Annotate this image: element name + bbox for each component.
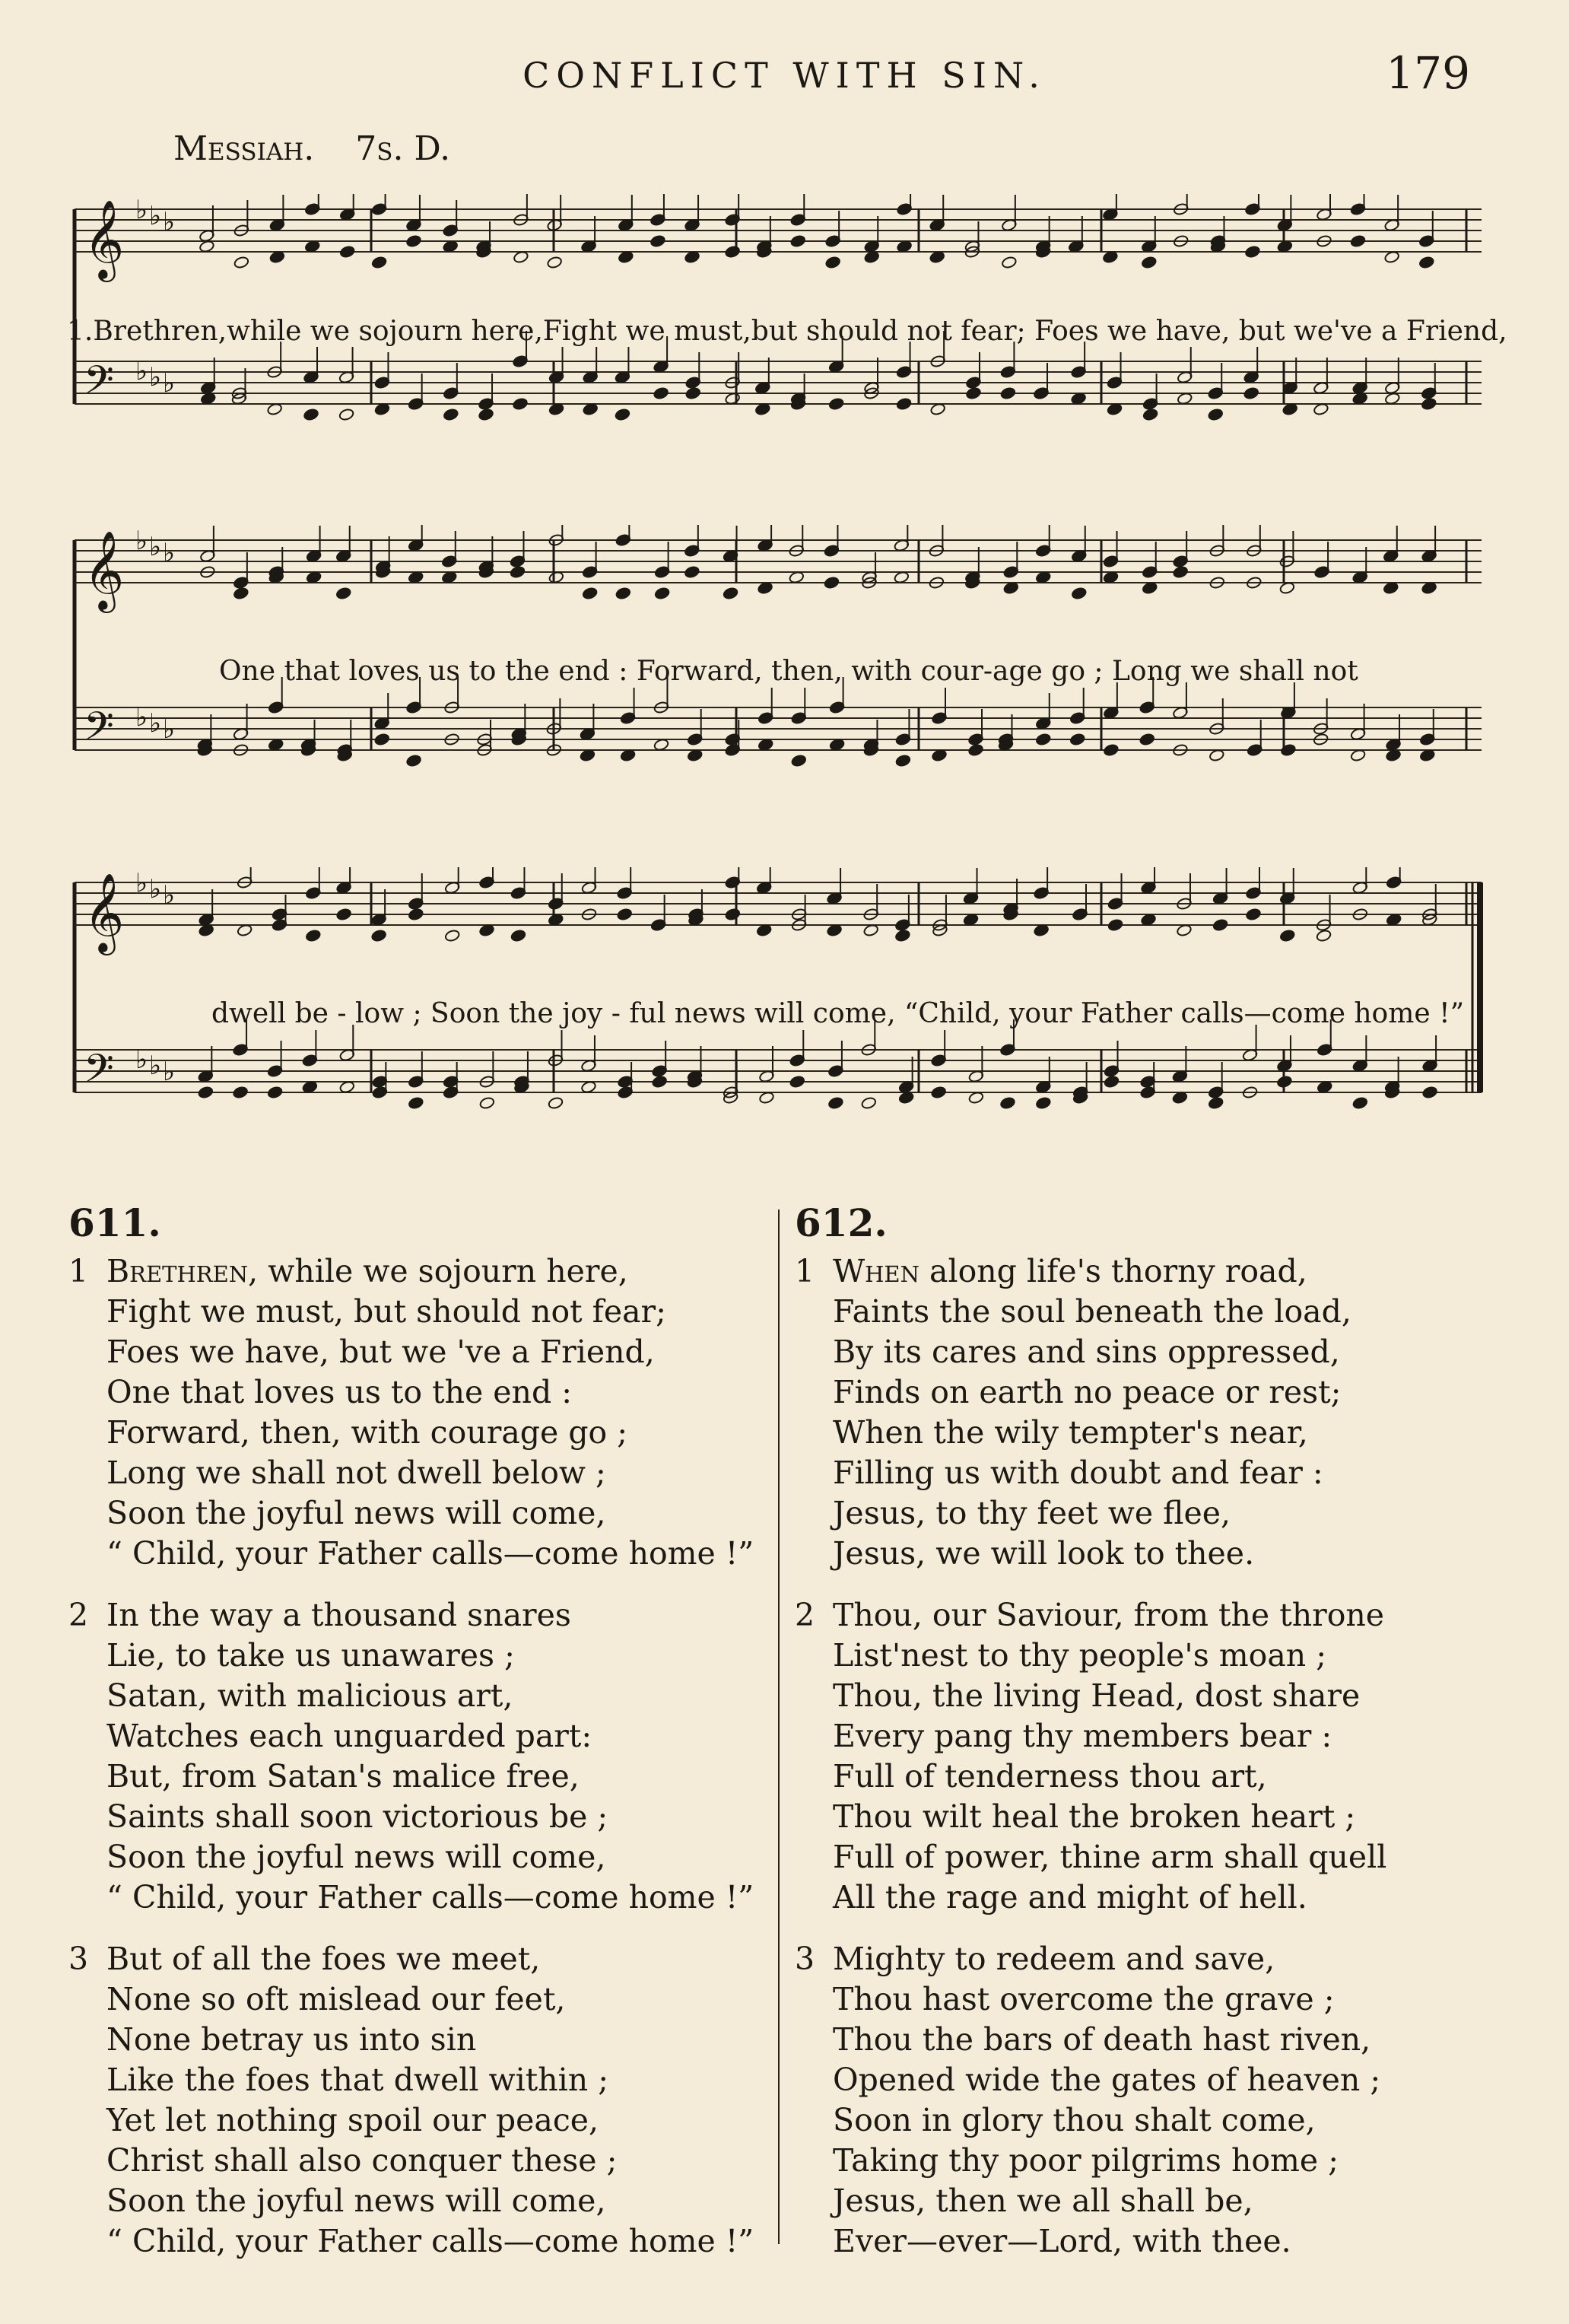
- note-head: [233, 1086, 249, 1098]
- hymn-611: [68, 1200, 768, 2283]
- note-head: [233, 587, 249, 599]
- stanza-number: 3: [795, 1941, 815, 1977]
- music-system-3: [67, 867, 1497, 1156]
- flat-icon: ♭: [135, 702, 148, 733]
- flat-icon: ♭: [149, 708, 162, 739]
- line-text: But, from Satan's malice free,: [106, 1758, 580, 1795]
- stanza-line: [68, 1979, 768, 2020]
- note-head: [791, 754, 807, 767]
- flat-icon: ♭: [149, 362, 162, 393]
- stanza-line: [795, 2181, 1494, 2221]
- note-head: [653, 386, 669, 399]
- line-text: Taking thy poor pilgrims home ;: [833, 2142, 1339, 2179]
- note-head: [723, 587, 738, 599]
- stanza-line: [68, 1292, 768, 1332]
- stanza-line: [68, 1372, 768, 1413]
- flat-icon: ♭: [163, 1057, 176, 1087]
- note-head: [1069, 733, 1085, 746]
- note-head: [1035, 1096, 1051, 1109]
- line-text: By its cares and sins oppressed,: [833, 1334, 1340, 1370]
- running-title: CONFLICT WITH SIN.: [522, 55, 1047, 96]
- flat-icon: ♭: [135, 1044, 148, 1075]
- note-head: [408, 908, 424, 920]
- flat-icon: ♭: [149, 874, 162, 904]
- line-text: All the rage and might of hell.: [833, 1879, 1307, 1915]
- note-head: [1071, 587, 1087, 599]
- stanza-line: [68, 2221, 768, 2262]
- line-text: Long we shall not dwell below ;: [106, 1454, 606, 1491]
- stanza-line: [795, 1372, 1494, 1413]
- page-number: 179: [1386, 47, 1470, 99]
- stanza-line: [795, 1979, 1494, 2020]
- stanza-line: [68, 1493, 768, 1534]
- tune-meter: 7s. D.: [355, 129, 451, 168]
- line-text: Thou wilt heal the broken heart ;: [833, 1798, 1356, 1835]
- line-text: Finds on earth no peace or rest;: [833, 1374, 1342, 1410]
- line-text: Soon the joyful news will come,: [106, 1839, 606, 1875]
- note-head: [825, 256, 841, 269]
- stanza-line: [795, 1797, 1494, 1837]
- note-head: [1208, 1096, 1224, 1109]
- flat-icon: ♭: [163, 538, 176, 568]
- flat-icon: ♭: [163, 368, 176, 399]
- line-text: Yet let nothing spoil our peace,: [106, 2102, 599, 2138]
- note-head: [371, 256, 387, 269]
- line-text: “ Child, your Father calls—come home !”: [106, 1535, 754, 1572]
- line-text: Jesus, we will look to thee.: [833, 1535, 1255, 1572]
- flat-icon: ♭: [135, 356, 148, 386]
- note-head: [968, 743, 984, 756]
- line-text: Watches each unguarded part:: [106, 1718, 592, 1754]
- stanza-line: [68, 1837, 768, 1877]
- flat-icon: ♭: [135, 868, 148, 898]
- line-text: “ Child, your Father calls—come home !”: [106, 2223, 754, 2259]
- stanza-number: 3: [68, 1941, 89, 1977]
- note-head: [406, 754, 422, 767]
- stanza-line: [68, 1595, 768, 1636]
- lyric-line-3: dwell be - low ; Soon the joy - ful news will come, “Child, your Father calls—come home !”: [211, 998, 1464, 1029]
- line-text: Full of power, thine arm shall quell: [833, 1839, 1387, 1875]
- stanza-line: [795, 1716, 1494, 1757]
- note-head: [685, 386, 701, 399]
- line-text: along life's thorny road,: [929, 1253, 1307, 1289]
- stanza-line: [795, 2020, 1494, 2060]
- flat-icon: ♭: [163, 207, 176, 237]
- note-head: [1421, 397, 1437, 410]
- line-text: One that loves us to the end :: [106, 1374, 573, 1410]
- stanza-line: [795, 1939, 1494, 1979]
- stanza-line: [68, 2141, 768, 2181]
- note-head: [650, 234, 665, 247]
- line-text: Thou the bars of death hast riven,: [833, 2021, 1371, 2058]
- note-head: [684, 565, 700, 578]
- note-head: [305, 929, 321, 942]
- note-head: [725, 245, 741, 258]
- line-text: Soon the joyful news will come,: [106, 1495, 606, 1531]
- note-head: [479, 1096, 495, 1109]
- note-head: [615, 587, 631, 599]
- stanza-line: [795, 1453, 1494, 1493]
- treble-clef-icon: 𝄞: [84, 873, 125, 952]
- line-text: Faints the soul beneath the load,: [833, 1293, 1351, 1330]
- stanza-line: [68, 1332, 768, 1372]
- note-head: [1316, 929, 1332, 942]
- note-head: [1212, 918, 1228, 931]
- stanza: [795, 1939, 1494, 2262]
- hymn-612: [795, 1200, 1494, 2283]
- stanza-number: 1: [68, 1253, 89, 1289]
- stanza-line: [68, 1797, 768, 1837]
- note-head: [339, 245, 355, 258]
- stanza-line: [68, 1877, 768, 1918]
- line-text: None betray us into sin: [106, 2021, 477, 2058]
- stanza-line: [68, 1453, 768, 1493]
- note-head: [1173, 565, 1189, 578]
- note-head: [371, 929, 387, 942]
- tune-name: Messiah.: [173, 129, 315, 168]
- note-head: [338, 408, 354, 421]
- note-head: [510, 565, 526, 578]
- note-head: [1208, 408, 1224, 421]
- stanza-line: [68, 1251, 768, 1292]
- line-text: Thou, the living Head, dost share: [833, 1677, 1361, 1714]
- note-head: [1352, 1096, 1368, 1109]
- note-head: [931, 1086, 947, 1098]
- note-head: [895, 754, 911, 767]
- stanza-line: [795, 1877, 1494, 1918]
- stanza-line: [795, 1757, 1494, 1797]
- note-head: [1000, 386, 1016, 399]
- note-head: [582, 587, 598, 599]
- line-text: Every pang thy members bear :: [833, 1718, 1332, 1754]
- note-head: [547, 256, 563, 269]
- stanza-line: [68, 1676, 768, 1716]
- stanza-line: [68, 2020, 768, 2060]
- line-text: Foes we have, but we 've a Friend,: [106, 1334, 655, 1370]
- note-head: [999, 1096, 1015, 1109]
- stanza-line: [795, 2060, 1494, 2100]
- lyric-line-1: 1.Brethren,while we sojourn here,Fight we must,but should not fear; Foes we have, but we've a Friend,: [67, 316, 1507, 347]
- note-head: [267, 1086, 283, 1098]
- note-head: [374, 733, 390, 746]
- note-head: [1245, 908, 1261, 920]
- stanza-line: [68, 1757, 768, 1797]
- line-text: Thou hast overcome the grave ;: [833, 1981, 1335, 2017]
- note-head: [233, 256, 249, 269]
- flat-icon: ♭: [163, 880, 176, 911]
- stanza-line: [68, 2181, 768, 2221]
- stanza-line: [795, 1413, 1494, 1453]
- note-head: [1139, 733, 1155, 746]
- stanza-line: [795, 1493, 1494, 1534]
- stanza-line: [795, 1534, 1494, 1574]
- stanza-number: 2: [795, 1597, 815, 1633]
- line-text: Thou, our Saviour, from the throne: [833, 1597, 1385, 1633]
- stanza-line: [795, 1595, 1494, 1636]
- note-head: [790, 234, 806, 247]
- flat-icon: ♭: [149, 201, 162, 231]
- stanza: [795, 1595, 1494, 1918]
- note-head: [652, 1075, 668, 1088]
- line-text: Soon the joyful news will come,: [106, 2183, 606, 2219]
- stanza-line: [68, 1534, 768, 1574]
- tune-heading: [173, 129, 481, 168]
- note-head: [1035, 733, 1051, 746]
- stanza-line: [68, 1939, 768, 1979]
- line-text: But of all the foes we meet,: [106, 1941, 541, 1977]
- line-text: Filling us with doubt and fear :: [833, 1454, 1323, 1491]
- line-text: while we sojourn here,: [268, 1253, 628, 1289]
- line-text: Saints shall soon victorious be ;: [106, 1798, 608, 1835]
- note-head: [335, 587, 351, 599]
- note-head: [965, 386, 981, 399]
- flat-icon: ♭: [135, 195, 148, 225]
- stanza: [68, 1595, 768, 1918]
- stanza-line: [68, 1413, 768, 1453]
- line-text: Like the foes that dwell within ;: [106, 2062, 609, 2098]
- flat-icon: ♭: [149, 1051, 162, 1081]
- note-head: [443, 408, 459, 421]
- note-head: [1350, 234, 1366, 247]
- line-text: None so oft mislead our feet,: [106, 1981, 566, 2017]
- note-head: [1142, 408, 1158, 421]
- stanza-line: [795, 1676, 1494, 1716]
- line-text: Jesus, then we all shall be,: [833, 2183, 1253, 2219]
- stanza-line: [795, 1332, 1494, 1372]
- stanza-number: 1: [795, 1253, 815, 1289]
- note-head: [1243, 386, 1259, 399]
- note-head: [1244, 245, 1260, 258]
- stanza-number: 2: [68, 1597, 89, 1633]
- bass-clef-icon: 𝄢: [84, 1045, 114, 1101]
- hymn-number: 612.: [795, 1200, 888, 1245]
- note-head: [827, 1096, 843, 1109]
- note-head: [1279, 929, 1295, 942]
- treble-clef-icon: 𝄞: [84, 199, 125, 279]
- bass-clef-icon: 𝄢: [84, 357, 114, 412]
- note-head: [510, 929, 526, 942]
- line-text: Soon in glory thou shalt come,: [833, 2102, 1316, 2138]
- line-text: Christ shall also conquer these ;: [106, 2142, 618, 2179]
- note-head: [198, 1086, 214, 1098]
- music-system-1: [67, 194, 1507, 468]
- note-head: [725, 908, 741, 920]
- music-system-2: [67, 525, 1497, 814]
- line-text: Lie, to take us unawares ;: [106, 1637, 515, 1674]
- line-text: Opened wide the gates of heaven ;: [833, 2062, 1381, 2098]
- stanza-line: [68, 2100, 768, 2141]
- stanza-line: [795, 2141, 1494, 2181]
- note-head: [828, 397, 844, 410]
- note-head: [1103, 743, 1119, 756]
- line-text: Jesus, to thy feet we flee,: [833, 1495, 1231, 1531]
- line-text: Full of tenderness thou art,: [833, 1758, 1267, 1795]
- line-text: When the wily tempter's near,: [833, 1414, 1308, 1451]
- note-head: [1422, 1086, 1438, 1098]
- treble-clef-icon: 𝄞: [84, 530, 125, 610]
- stanza-first-word: Brethren,: [106, 1253, 259, 1289]
- lyric-line-2: One that loves us to the end : Forward, then, with cour-age go ; Long we shall not: [219, 656, 1358, 687]
- line-text: List'nest to thy people's moan ;: [833, 1637, 1327, 1674]
- stanza: [68, 1251, 768, 1574]
- note-head: [654, 587, 670, 599]
- stanza-line: [795, 1837, 1494, 1877]
- flat-icon: ♭: [149, 532, 162, 562]
- stanza-line: [68, 1716, 768, 1757]
- stanza-line: [795, 1251, 1494, 1292]
- note-head: [1418, 256, 1434, 269]
- stanza-first-word: When: [833, 1253, 919, 1289]
- note-head: [861, 1096, 877, 1109]
- line-text: “ Child, your Father calls—come home !”: [106, 1879, 754, 1915]
- stanza-line: [795, 1636, 1494, 1676]
- note-head: [1141, 256, 1157, 269]
- note-head: [478, 408, 494, 421]
- stanza-line: [795, 1292, 1494, 1332]
- stanza-line: [795, 2221, 1494, 2262]
- line-text: In the way a thousand snares: [106, 1597, 571, 1633]
- note-head: [617, 908, 633, 920]
- note-head: [1001, 256, 1017, 269]
- line-text: Ever—ever—Lord, with thee.: [833, 2223, 1291, 2259]
- note-head: [548, 1096, 564, 1109]
- column-divider: [778, 1210, 780, 2244]
- flat-icon: ♭: [135, 526, 148, 556]
- note-head: [1107, 918, 1123, 931]
- note-head: [894, 929, 910, 942]
- note-head: [513, 397, 529, 410]
- line-text: Satan, with malicious art,: [106, 1677, 513, 1714]
- note-head: [336, 908, 352, 920]
- note-head: [824, 576, 840, 589]
- line-text: Forward, then, with courage go ;: [106, 1414, 628, 1451]
- stanza: [68, 1939, 768, 2262]
- hymn-number: 611.: [68, 1200, 161, 1245]
- bass-clef-icon: 𝄢: [84, 703, 114, 758]
- note-head: [405, 234, 421, 247]
- note-head: [615, 408, 630, 421]
- note-head: [408, 1096, 424, 1109]
- stanza-line: [68, 2060, 768, 2100]
- line-text: Mighty to redeem and save,: [833, 1941, 1275, 1977]
- flat-icon: ♭: [163, 714, 176, 745]
- note-head: [1276, 1075, 1292, 1088]
- note-head: [444, 929, 460, 942]
- stanza-line: [795, 2100, 1494, 2141]
- stanza-line: [68, 1636, 768, 1676]
- stanza: [795, 1251, 1494, 1574]
- note-head: [303, 408, 319, 421]
- note-head: [789, 1075, 805, 1088]
- line-text: Fight we must, but should not fear;: [106, 1293, 666, 1330]
- note-head: [1104, 1075, 1120, 1088]
- note-head: [896, 397, 912, 410]
